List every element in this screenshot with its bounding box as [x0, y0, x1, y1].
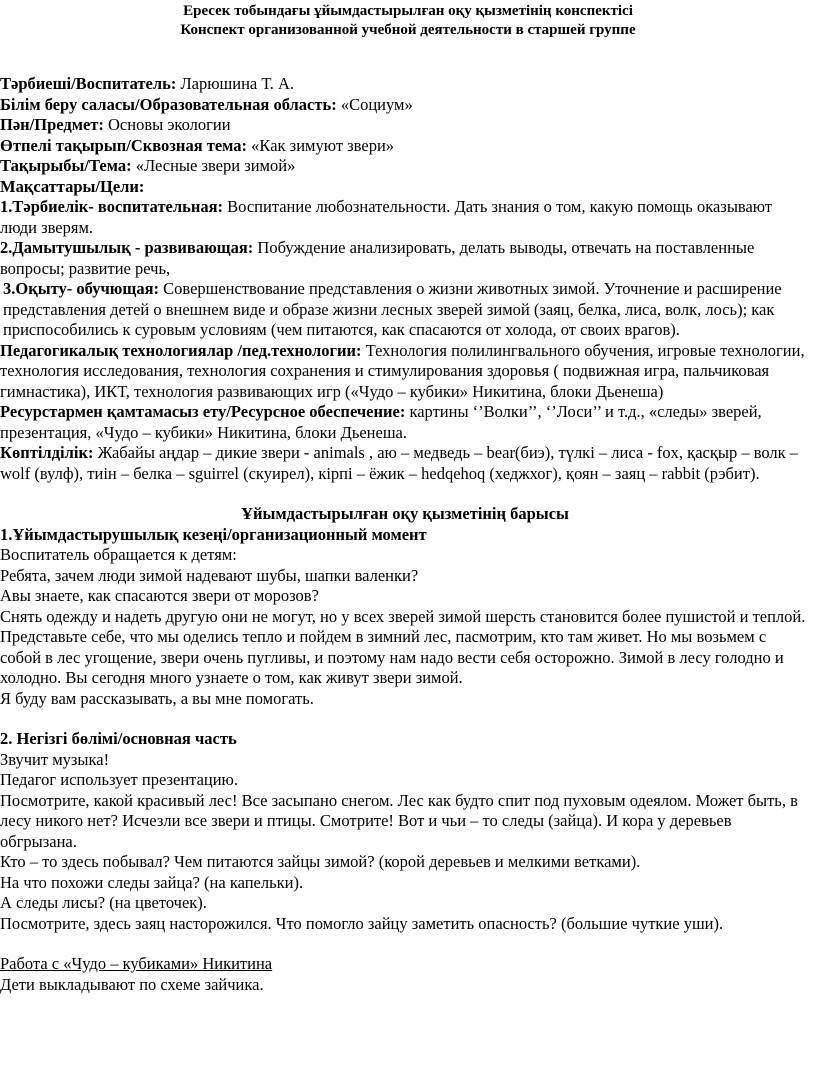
stage1-line: Снять одежду и надеть другую они не могут, но у всех зверей зимой шерсть становится более пушистой и теплой. Представьте себе, что мы оделись тепло и пойдем в зимний лес, пасмотрим, кто там живет. Но мы возьмем с собой в лес угощение, звери очень пугливы, и поэтому нам надо вести себя осторожно. Зимой в лесу голодно и холодно. Вы сегодня много узнаете о том, как живут звери зимой. [0, 606, 806, 687]
course-title: Ұйымдастырылған оқу қызметінің барысы [241, 504, 569, 523]
stage2-line: Посмотрите, здесь заяц насторожился. Что помогло зайцу заметить опасность? (большие чуткие уши). [0, 913, 724, 933]
document-header [0, 0, 816, 40]
meta-topic: Тақырыбы/Тема: «Лесные звери зимой» [0, 156, 296, 175]
stage2-line: Посмотрите, какой красивый лес! Все засыпано снегом. Лес как будто спит под пуховым одеялом. Может быть, в лесу никого нет? Исчезли все звери и птицы. Смотрите! Вот и чьи – то следы (зайца). И кора у деревьев обгрызана. [0, 790, 798, 851]
resources: Ресурстармен қамтамасыз ету/Ресурсное обеспечение: картины ‘’Волки’’, ‘’Лоси’’ и т.д., «следы» зверей, презентация, «Чудо – кубики» Никитина, блоки Дьенеша. [0, 402, 762, 442]
stage1-line: Авы знаете, как спасаются звери от морозов? [0, 586, 319, 605]
technologies: Педагогикалық технологиялар /пед.технологии: Технология полилингвального обучения, игровые технологии, технология исследования, технология сохранения и стимулирования здоровья ( подвижная игра, пальчиковая гимнастика), ИКТ, технология развивающих игр («Чудо – кубики» Никитина, блоки Дьенеша) [0, 340, 805, 401]
goals-title: Мақсаттары/Цели: [0, 176, 145, 196]
stage1-line: Я буду вам рассказывать, а вы мне помогать. [0, 688, 314, 708]
goal-teaching: 3.Оқыту- обучющая: Совершенствование представления о жизни животных зимой. Уточнение и расширение представления детей о внешнем виде и образе жизни лесных зверей зимой (заяц, белка, лиса, волк, лось); как приспособились к суровым условиям (чем питаются, как спасаются от холода, от своих врагов). [3, 279, 782, 339]
stage2-title: 2. Негізгі бөлімі/основная часть [0, 729, 237, 748]
goal-developing: 2.Дамытушылық - развивающая: Побуждение анализировать, делать выводы, отвечать на поставленные вопросы; развитие речь, [0, 238, 755, 278]
meta-theme: Өтпелі тақырып/Сквозная тема: «Как зимуют звери» [0, 135, 395, 155]
spacer [0, 934, 810, 954]
stage1-line: Воспитатель обращается к детям: [0, 545, 237, 564]
document-body [0, 74, 810, 995]
work-title: Работа с «Чудо – кубиками» Никитина [0, 954, 273, 973]
meta-teacher: Тәрбиеші/Воспитатель: Ларюшина Т. А. [0, 74, 295, 93]
stage2-line: Педагог использует презентацию. [0, 770, 239, 789]
stage1-title: 1.Ұйымдастырушылық кезеңі/организационный момент [0, 524, 427, 544]
multilingual: Көптілділік: Жабайы аңдар – дикие звери - animals , аю – медведь – bear(биэ), түлкі – лиса - fox, қасқыр – волк – wolf (вулф), тиін – белка – sguirrel (скуирел), кірпі – ёжик – hedqehoq (хеджхог), қоян – заяц – rabbit (рэбит). [0, 443, 799, 483]
spacer [0, 484, 810, 504]
spacer [0, 709, 810, 729]
stage2-line: Звучит музыка! [0, 749, 110, 769]
stage1-line: Ребята, зачем люди зимой надевают шубы, шапки валенки? [0, 565, 419, 585]
meta-subject: Пән/Предмет: Основы экологии [0, 115, 231, 134]
stage2-line: На что похожи следы зайца? (на капельки). [0, 872, 304, 892]
stage2-line: А следы лисы? (на цветочек). [0, 893, 207, 912]
work-line: Дети выкладывают по схеме зайчика. [0, 974, 264, 994]
stage2-line: Кто – то здесь побывал? Чем питаются зайцы зимой? (корой деревьев и мелкими ветками). [0, 852, 641, 871]
meta-area: Білім беру саласы/Образовательная область: «Социум» [0, 94, 413, 114]
goal-upbringing: 1.Тәрбиелік- воспитательная: Воспитание любознательности. Дать знания о том, какую помощь оказывают люди зверям. [0, 197, 773, 237]
header-title-ru: Конспект организованной учебной деятельности в старшей группе [180, 22, 636, 38]
header-title-kz: Ересек тобындағы ұйымдастырылған оқу қызметінің конспектісі [183, 3, 633, 19]
